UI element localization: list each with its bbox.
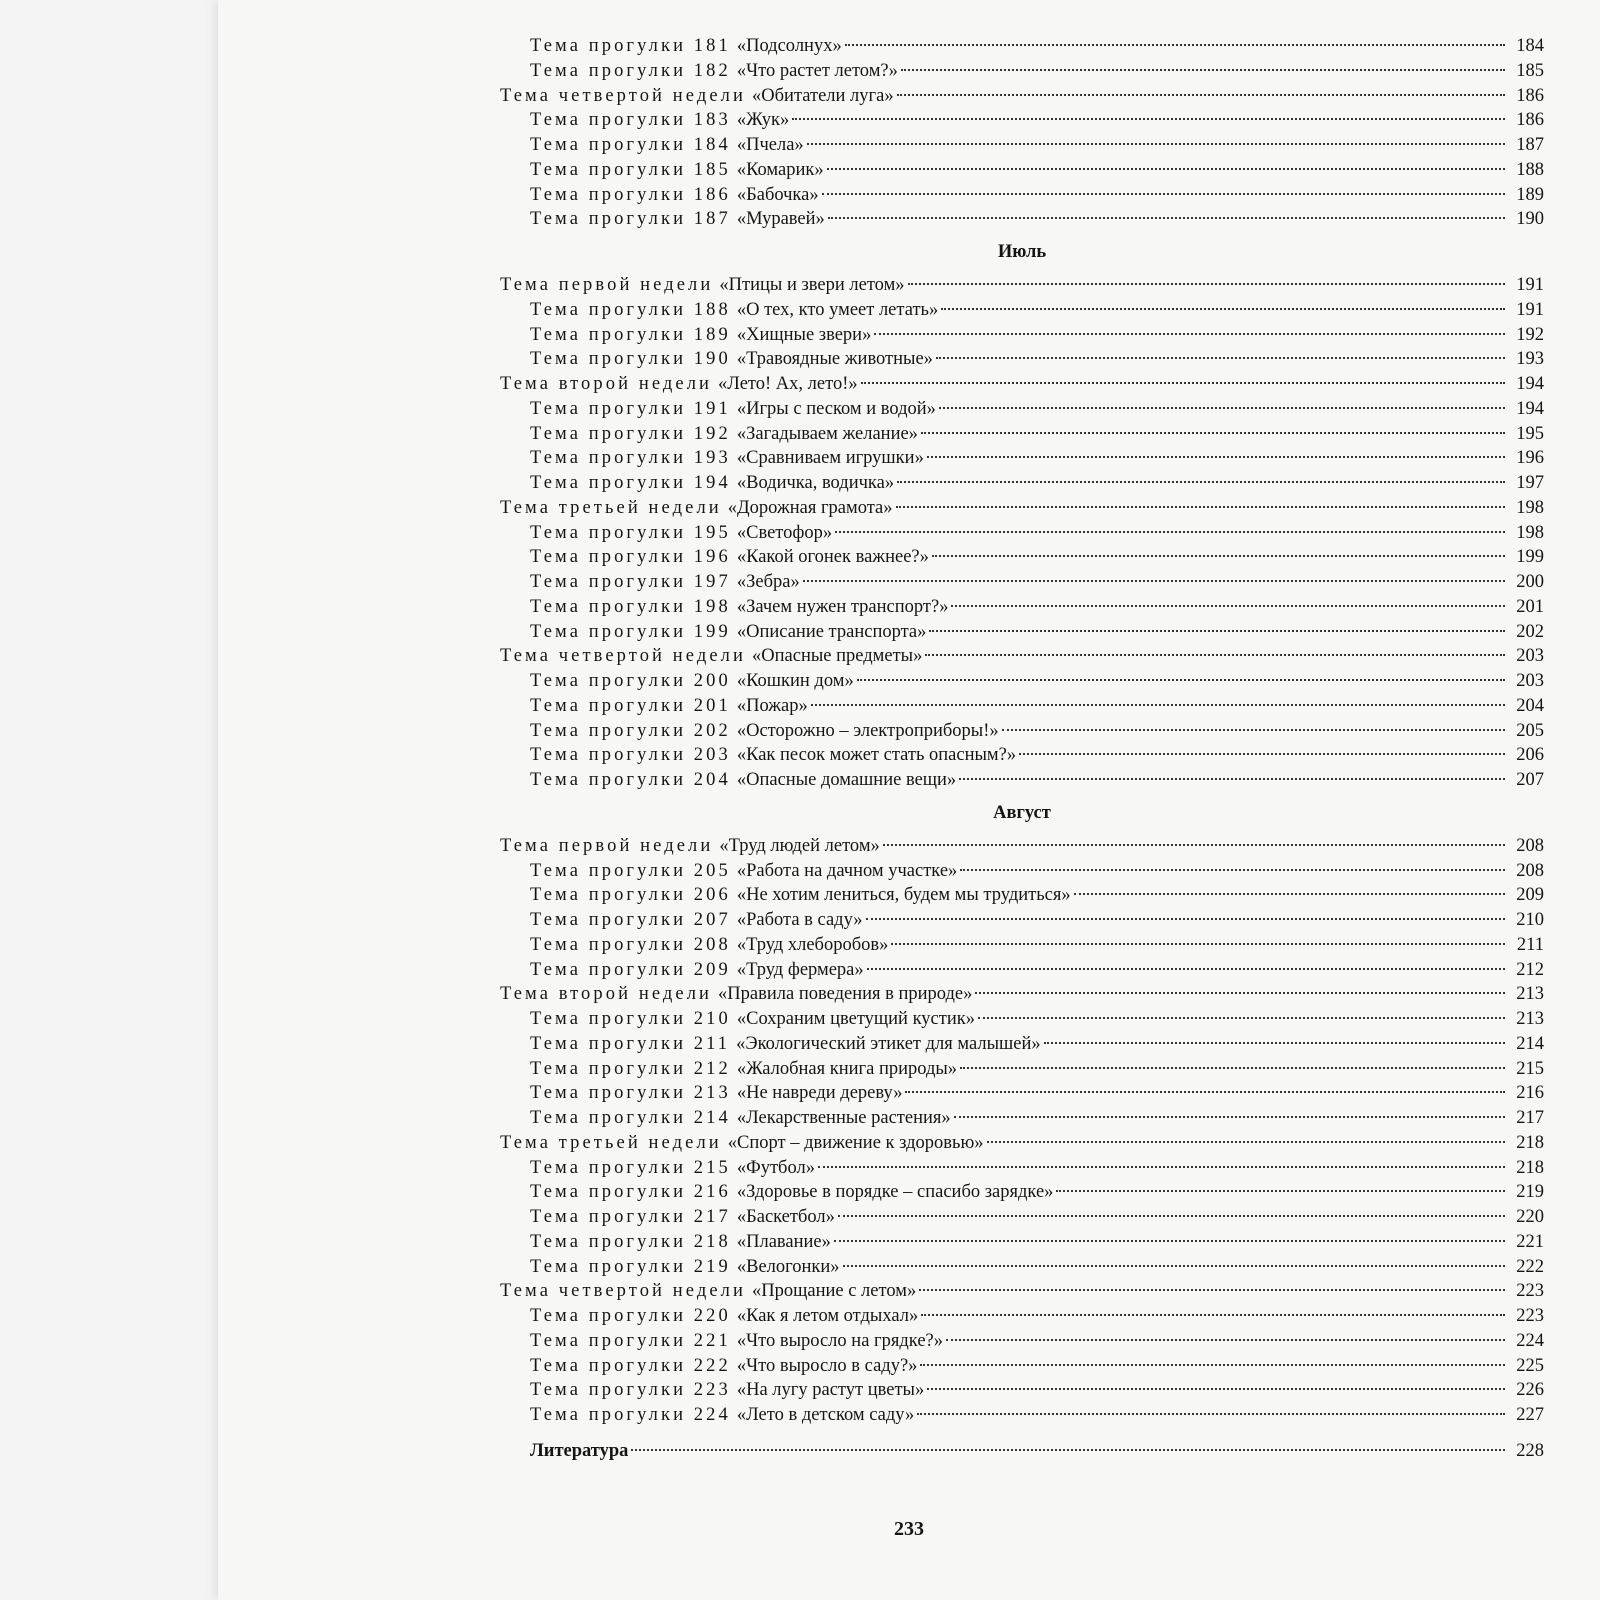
toc-entry-walk[interactable] [500, 422, 1544, 447]
toc-entry-week[interactable] [500, 982, 1544, 1007]
toc-entry-page: 209 [1516, 885, 1544, 906]
toc-entry-prefix: Тема третьей недели [500, 1132, 722, 1153]
toc-entry-page: 187 [1516, 135, 1544, 155]
toc-entry-week[interactable] [500, 834, 1544, 859]
dot-leader [936, 357, 1505, 359]
toc-entry-prefix: Тема прогулки 191 [530, 398, 731, 419]
toc-entry-title: «Баскетбол» [736, 1207, 835, 1227]
toc-entry-title: «Дорожная грамота» [727, 497, 893, 518]
toc-entry-prefix: Тема прогулки 199 [530, 621, 731, 642]
dot-leader [1044, 1042, 1505, 1044]
toc-entry-page: 219 [1516, 1182, 1544, 1203]
toc-entry-title: «Опасные предметы» [752, 646, 923, 667]
dot-leader [866, 918, 1505, 920]
month-heading-august: Август [993, 802, 1051, 823]
toc-entry-prefix: Тема прогулки 200 [530, 671, 731, 691]
toc-entry-prefix: Тема четвертой недели [500, 646, 747, 667]
dot-leader [1056, 1190, 1505, 1192]
toc-entry-title: «Подсолнух» [736, 36, 842, 56]
toc-entry-prefix: Тема прогулки 185 [530, 159, 731, 180]
toc-entry-walk[interactable] [500, 768, 1544, 793]
toc-group-june-continued [500, 34, 1544, 232]
toc-entry-week[interactable] [500, 1279, 1544, 1304]
dot-leader [874, 333, 1505, 335]
toc-entry-walk[interactable] [500, 1007, 1544, 1032]
toc-entry-prefix: Тема второй недели [500, 984, 713, 1005]
toc-entry-page: 215 [1516, 1058, 1544, 1079]
dot-leader [1074, 893, 1505, 895]
toc-entry-page: 194 [1516, 398, 1544, 419]
toc-entry-title: «Обитатели луга» [752, 85, 894, 106]
toc-entry-prefix: Тема прогулки 218 [530, 1231, 731, 1252]
toc-entry-title: «Как песок может стать опасным?» [736, 745, 1017, 766]
dot-leader [811, 704, 1505, 706]
toc-entry-title: «Что растет летом?» [736, 60, 898, 81]
toc-entry-walk[interactable] [500, 1230, 1544, 1255]
toc-entry-title: «Муравей» [736, 209, 825, 230]
toc-entry-walk[interactable] [500, 1205, 1544, 1230]
toc-entry-title: Литература [530, 1440, 629, 1461]
toc-entry-prefix: Тема прогулки 194 [530, 473, 731, 493]
toc-entry-week[interactable] [500, 273, 1544, 298]
dot-leader [857, 679, 1505, 681]
toc-entry-walk[interactable] [500, 1106, 1544, 1131]
toc-group-august [500, 834, 1544, 1428]
month-heading-july: Июль [997, 242, 1047, 262]
toc-entry-prefix: Тема прогулки 214 [530, 1108, 731, 1128]
toc-entry-title: «Сравниваем игрушки» [736, 448, 924, 469]
toc-entry-prefix: Тема третьей недели [500, 497, 722, 518]
toc-entry-page: 189 [1516, 184, 1544, 205]
toc-entry-title: «Описание транспорта» [736, 621, 927, 642]
toc-entry-title: «Лето! Ах, лето!» [718, 374, 858, 394]
toc-entry-page: 205 [1516, 720, 1544, 741]
toc-entry-prefix: Тема прогулки 201 [530, 695, 731, 716]
dot-leader [927, 1388, 1505, 1390]
toc-entry-walk[interactable] [500, 108, 1544, 133]
dot-leader [959, 778, 1505, 780]
toc-entry-page: 208 [1516, 835, 1544, 856]
toc-entry-title: «Пожар» [736, 695, 808, 716]
toc-entry-walk[interactable] [500, 1032, 1544, 1057]
toc-entry-title: «На лугу растут цветы» [736, 1380, 925, 1401]
dot-leader [828, 217, 1505, 219]
toc-entry-prefix: Тема прогулки 206 [530, 885, 731, 906]
toc-entry-walk[interactable] [500, 298, 1544, 323]
toc-entry-title: «Птицы и звери летом» [719, 275, 905, 295]
toc-entry-title: «Хищные звери» [736, 324, 872, 345]
toc-entry-prefix: Тема прогулки 216 [530, 1182, 731, 1203]
dot-leader [939, 407, 1505, 409]
dot-leader [818, 1166, 1505, 1168]
toc-entry-prefix: Тема прогулки 203 [530, 745, 731, 766]
toc-entry-title: «Осторожно – электроприборы!» [736, 720, 999, 741]
dot-leader [803, 580, 1505, 582]
toc-entry-prefix: Тема прогулки 197 [530, 572, 731, 592]
toc-entry-week[interactable] [500, 84, 1544, 109]
toc-entry-walk[interactable] [500, 133, 1544, 158]
toc-entry-walk[interactable] [500, 347, 1544, 372]
toc-entry-page: 221 [1516, 1231, 1544, 1252]
toc-entry-title: «Опасные домашние вещи» [736, 770, 957, 790]
toc-entry-page: 194 [1516, 374, 1544, 394]
dot-leader [822, 193, 1505, 195]
toc-entry-prefix: Тема первой недели [500, 275, 714, 295]
toc-entry-walk[interactable] [500, 397, 1544, 422]
toc-entry-prefix: Тема прогулки 186 [530, 184, 731, 205]
toc-entry-walk[interactable] [500, 545, 1544, 570]
toc-entry-page: 195 [1516, 423, 1544, 444]
toc-entry-title: «Труд фермера» [736, 959, 864, 980]
toc-entry-walk[interactable] [500, 719, 1544, 744]
dot-leader [883, 844, 1505, 846]
toc-entry-prefix: Тема прогулки 187 [530, 209, 731, 230]
dot-leader [941, 308, 1505, 310]
toc-entry-prefix: Тема прогулки 196 [530, 547, 731, 568]
toc-entry-title: «Какой огонек важнее?» [736, 547, 929, 568]
toc-entry-walk[interactable] [500, 595, 1544, 620]
toc-entry-title: «Экологический этикет для малышей» [736, 1033, 1041, 1054]
toc-entry-page: 198 [1516, 497, 1544, 518]
toc-entry-prefix: Тема прогулки 207 [530, 910, 731, 930]
toc-entry-title: «Правила поведения в природе» [718, 984, 973, 1005]
dot-leader [896, 506, 1505, 508]
toc-entry-walk[interactable] [500, 883, 1544, 908]
toc-entry-prefix: Тема прогулки 205 [530, 860, 731, 881]
toc-entry-walk[interactable] [500, 743, 1544, 768]
toc-entry-walk[interactable] [500, 59, 1544, 84]
toc-entry-prefix: Тема прогулки 223 [530, 1380, 731, 1401]
toc-entry-page: 196 [1516, 448, 1544, 469]
toc-entry-title: «Спорт – движение к здоровью» [727, 1132, 984, 1153]
toc-entry-walk[interactable] [500, 471, 1544, 496]
toc-entry-title: «Труд хлеборобов» [736, 934, 889, 955]
toc-entry-page: 202 [1516, 621, 1544, 642]
toc-entry-page: 213 [1516, 984, 1544, 1005]
toc-entry-walk[interactable] [500, 1403, 1544, 1428]
toc-entry-title: «Велогонки» [736, 1256, 840, 1277]
toc-entry-title: «Не хотим лениться, будем мы трудиться» [736, 885, 1071, 906]
toc-entry-prefix: Тема прогулки 210 [530, 1009, 731, 1029]
dot-leader [843, 1265, 1505, 1267]
toc-entry-walk[interactable] [500, 158, 1544, 183]
dot-leader [838, 1215, 1505, 1217]
toc-entry-page: 200 [1516, 572, 1544, 592]
toc-entry-page: 191 [1516, 275, 1544, 295]
dot-leader [951, 605, 1505, 607]
dot-leader [919, 1289, 1505, 1291]
toc-entry-page: 216 [1516, 1083, 1544, 1104]
toc-entry-page: 191 [1516, 299, 1544, 320]
dot-leader [631, 1449, 1505, 1451]
dot-leader [891, 943, 1505, 945]
toc-entry-page: 192 [1516, 324, 1544, 345]
toc-entry-page: 228 [1516, 1440, 1544, 1461]
dot-leader [975, 992, 1505, 994]
dot-leader [920, 1364, 1505, 1366]
book-page [218, 0, 1600, 1600]
toc-entry-title: «Зебра» [736, 572, 800, 592]
page-number: 233 [894, 1518, 924, 1540]
dot-leader [1002, 729, 1505, 731]
toc-entry-title: «Пчела» [736, 135, 804, 155]
toc-entry-walk[interactable] [500, 183, 1544, 208]
toc-entry-title: «Игры с песком и водой» [736, 398, 936, 419]
toc-entry-title: «Что выросло на грядке?» [736, 1330, 943, 1351]
toc-entry-page: 203 [1516, 646, 1544, 667]
dot-leader [921, 1314, 1505, 1316]
toc-entry-page: 208 [1516, 860, 1544, 881]
toc-entry-prefix: Тема прогулки 202 [530, 720, 731, 741]
toc-entry-page: 218 [1516, 1132, 1544, 1153]
toc-entry-walk[interactable] [500, 908, 1544, 933]
toc-entry-prefix: Тема прогулки 211 [530, 1033, 731, 1054]
toc-entry-title: «Здоровье в порядке – спасибо зарядке» [736, 1182, 1054, 1203]
toc-entry-walk[interactable] [500, 1255, 1544, 1280]
toc-entry-walk[interactable] [500, 1329, 1544, 1354]
dot-leader [978, 1017, 1505, 1019]
toc-entry-prefix: Тема прогулки 188 [530, 299, 731, 320]
dot-leader [987, 1141, 1505, 1143]
toc-entry-title: «Кошкин дом» [736, 671, 854, 691]
toc-entry-page: 218 [1516, 1157, 1544, 1178]
toc-entry-page: 204 [1516, 695, 1544, 716]
toc-entry-walk[interactable] [500, 1057, 1544, 1082]
toc-entry-prefix: Тема прогулки 219 [530, 1256, 731, 1277]
toc-entry-page: 197 [1516, 473, 1544, 493]
toc-entry-prefix: Тема прогулки 204 [530, 770, 731, 790]
toc-entry-page: 213 [1516, 1009, 1544, 1029]
toc-entry-page: 184 [1516, 36, 1544, 56]
toc-entry-walk[interactable] [500, 1304, 1544, 1329]
toc-group-july [500, 273, 1544, 793]
dot-leader [845, 44, 1505, 46]
table-of-contents [500, 34, 1544, 1464]
toc-entry-page: 198 [1516, 522, 1544, 543]
toc-entry-title: «Лето в детском саду» [736, 1405, 915, 1425]
dot-leader [954, 1116, 1505, 1118]
toc-entry-page: 212 [1516, 959, 1544, 980]
dot-leader [960, 1067, 1505, 1069]
toc-entry-prefix: Тема прогулки 192 [530, 423, 731, 444]
toc-entry-page: 203 [1516, 671, 1544, 691]
dot-leader [901, 69, 1505, 71]
toc-entry-prefix: Тема четвертой недели [500, 85, 747, 106]
toc-entry-walk[interactable] [500, 1156, 1544, 1181]
toc-entry-prefix: Тема прогулки 181 [530, 36, 731, 56]
dot-leader [807, 143, 1505, 145]
toc-entry-title: «Как я летом отдыхал» [736, 1306, 919, 1326]
toc-entry-prefix: Тема прогулки 198 [530, 596, 731, 617]
toc-entry-title: «Бабочка» [736, 184, 819, 205]
dot-leader [792, 118, 1505, 120]
dot-leader [905, 1091, 1505, 1093]
toc-entry-page: 186 [1516, 85, 1544, 106]
toc-entry-prefix: Тема первой недели [500, 835, 714, 856]
toc-entry-literature[interactable] [500, 1438, 1544, 1464]
toc-entry-prefix: Тема прогулки 212 [530, 1058, 731, 1079]
toc-entry-page: 193 [1516, 349, 1544, 370]
toc-entry-walk[interactable] [500, 207, 1544, 232]
toc-entry-title: «Прощание с летом» [752, 1281, 917, 1302]
toc-entry-page: 210 [1516, 910, 1544, 930]
dot-leader [897, 94, 1505, 96]
toc-entry-title: «О тех, кто умеет летать» [736, 299, 939, 320]
toc-entry-page: 220 [1516, 1207, 1544, 1227]
toc-entry-page: 185 [1516, 60, 1544, 81]
toc-entry-prefix: Тема прогулки 209 [530, 959, 731, 980]
toc-entry-page: 206 [1516, 745, 1544, 766]
dot-leader [917, 1413, 1505, 1415]
toc-entry-walk[interactable] [500, 933, 1544, 958]
toc-entry-prefix: Тема прогулки 208 [530, 934, 731, 955]
dot-leader [932, 555, 1505, 557]
toc-entry-title: «Зачем нужен транспорт?» [736, 596, 949, 617]
toc-entry-prefix: Тема прогулки 217 [530, 1207, 731, 1227]
toc-entry-title: «Футбол» [736, 1157, 815, 1178]
toc-entry-prefix: Тема прогулки 222 [530, 1355, 731, 1376]
dot-leader [1019, 753, 1505, 755]
toc-entry-prefix: Тема прогулки 189 [530, 324, 731, 345]
toc-entry-walk[interactable] [500, 323, 1544, 348]
toc-entry-prefix: Тема четвертой недели [500, 1281, 747, 1302]
toc-entry-walk[interactable] [500, 958, 1544, 983]
toc-entry-walk[interactable] [500, 521, 1544, 546]
toc-entry-page: 223 [1516, 1281, 1544, 1302]
toc-entry-prefix: Тема прогулки 184 [530, 135, 731, 155]
toc-entry-page: 225 [1516, 1355, 1544, 1376]
toc-entry-walk[interactable] [500, 570, 1544, 595]
dot-leader [960, 869, 1505, 871]
toc-entry-title: «Труд людей летом» [719, 835, 880, 856]
toc-entry-prefix: Тема прогулки 213 [530, 1083, 731, 1104]
dot-leader [927, 456, 1505, 458]
toc-entry-page: 224 [1516, 1330, 1544, 1351]
toc-entry-walk[interactable] [500, 620, 1544, 645]
dot-leader [827, 168, 1505, 170]
toc-entry-walk[interactable] [500, 34, 1544, 59]
dot-leader [908, 283, 1505, 285]
dot-leader [867, 968, 1505, 970]
toc-entry-prefix: Тема второй недели [500, 374, 713, 394]
toc-entry-page: 190 [1516, 209, 1544, 230]
dot-leader [921, 432, 1505, 434]
dot-leader [946, 1339, 1505, 1341]
toc-entry-week[interactable] [500, 372, 1544, 397]
toc-entry-page: 201 [1516, 596, 1544, 617]
toc-entry-title: «Водичка, водичка» [736, 473, 895, 493]
toc-entry-prefix: Тема прогулки 182 [530, 60, 731, 81]
toc-entry-title: «Жук» [736, 110, 790, 131]
toc-entry-prefix: Тема прогулки 221 [530, 1330, 731, 1351]
toc-entry-prefix: Тема прогулки 193 [530, 448, 731, 469]
toc-entry-prefix: Тема прогулки 220 [530, 1306, 731, 1326]
toc-entry-title: «Что выросло в саду?» [736, 1355, 918, 1376]
toc-entry-title: «Светофор» [736, 522, 833, 543]
toc-entry-title: «Комарик» [736, 159, 824, 180]
toc-entry-week[interactable] [500, 644, 1544, 669]
toc-entry-prefix: Тема прогулки 183 [530, 110, 731, 131]
dot-leader [897, 481, 1505, 483]
toc-entry-title: «Лекарственные растения» [736, 1108, 951, 1128]
dot-leader [929, 630, 1505, 632]
toc-entry-prefix: Тема прогулки 190 [530, 349, 731, 370]
toc-entry-walk[interactable] [500, 1180, 1544, 1205]
toc-entry-page: 211 [1516, 934, 1544, 955]
toc-entry-walk[interactable] [500, 1378, 1544, 1403]
toc-entry-week[interactable] [500, 496, 1544, 521]
toc-entry-week[interactable] [500, 1131, 1544, 1156]
toc-entry-walk[interactable] [500, 446, 1544, 471]
toc-entry-walk[interactable] [500, 694, 1544, 719]
dot-leader [861, 382, 1505, 384]
toc-entry-title: «Работа на дачном участке» [736, 860, 958, 881]
dot-leader [834, 1240, 1505, 1242]
toc-entry-page: 227 [1516, 1405, 1544, 1425]
toc-entry-page: 188 [1516, 159, 1544, 180]
toc-entry-title: «Травоядные животные» [736, 349, 933, 370]
toc-entry-page: 207 [1516, 770, 1544, 790]
toc-entry-title: «Плавание» [736, 1231, 831, 1252]
dot-leader [835, 531, 1505, 533]
toc-entry-walk[interactable] [500, 1354, 1544, 1379]
toc-entry-page: 217 [1516, 1108, 1544, 1128]
toc-entry-page: 222 [1516, 1256, 1544, 1277]
dot-leader [925, 654, 1505, 656]
toc-entry-prefix: Тема прогулки 195 [530, 522, 731, 543]
toc-entry-title: «Работа в саду» [736, 910, 863, 930]
toc-entry-page: 223 [1516, 1306, 1544, 1326]
toc-entry-walk[interactable] [500, 1081, 1544, 1106]
toc-entry-walk[interactable] [500, 669, 1544, 694]
toc-entry-prefix: Тема прогулки 224 [530, 1405, 731, 1425]
toc-entry-title: «Жалобная книга природы» [736, 1058, 958, 1079]
toc-entry-title: «Не навреди дереву» [736, 1083, 903, 1104]
toc-entry-prefix: Тема прогулки 215 [530, 1157, 731, 1178]
toc-entry-page: 226 [1516, 1380, 1544, 1401]
toc-entry-title: «Загадываем желание» [736, 423, 918, 444]
toc-entry-page: 186 [1516, 110, 1544, 131]
toc-entry-page: 199 [1516, 547, 1544, 568]
toc-entry-walk[interactable] [500, 859, 1544, 884]
toc-entry-page: 214 [1516, 1033, 1544, 1054]
toc-entry-title: «Сохраним цветущий кустик» [736, 1009, 975, 1029]
